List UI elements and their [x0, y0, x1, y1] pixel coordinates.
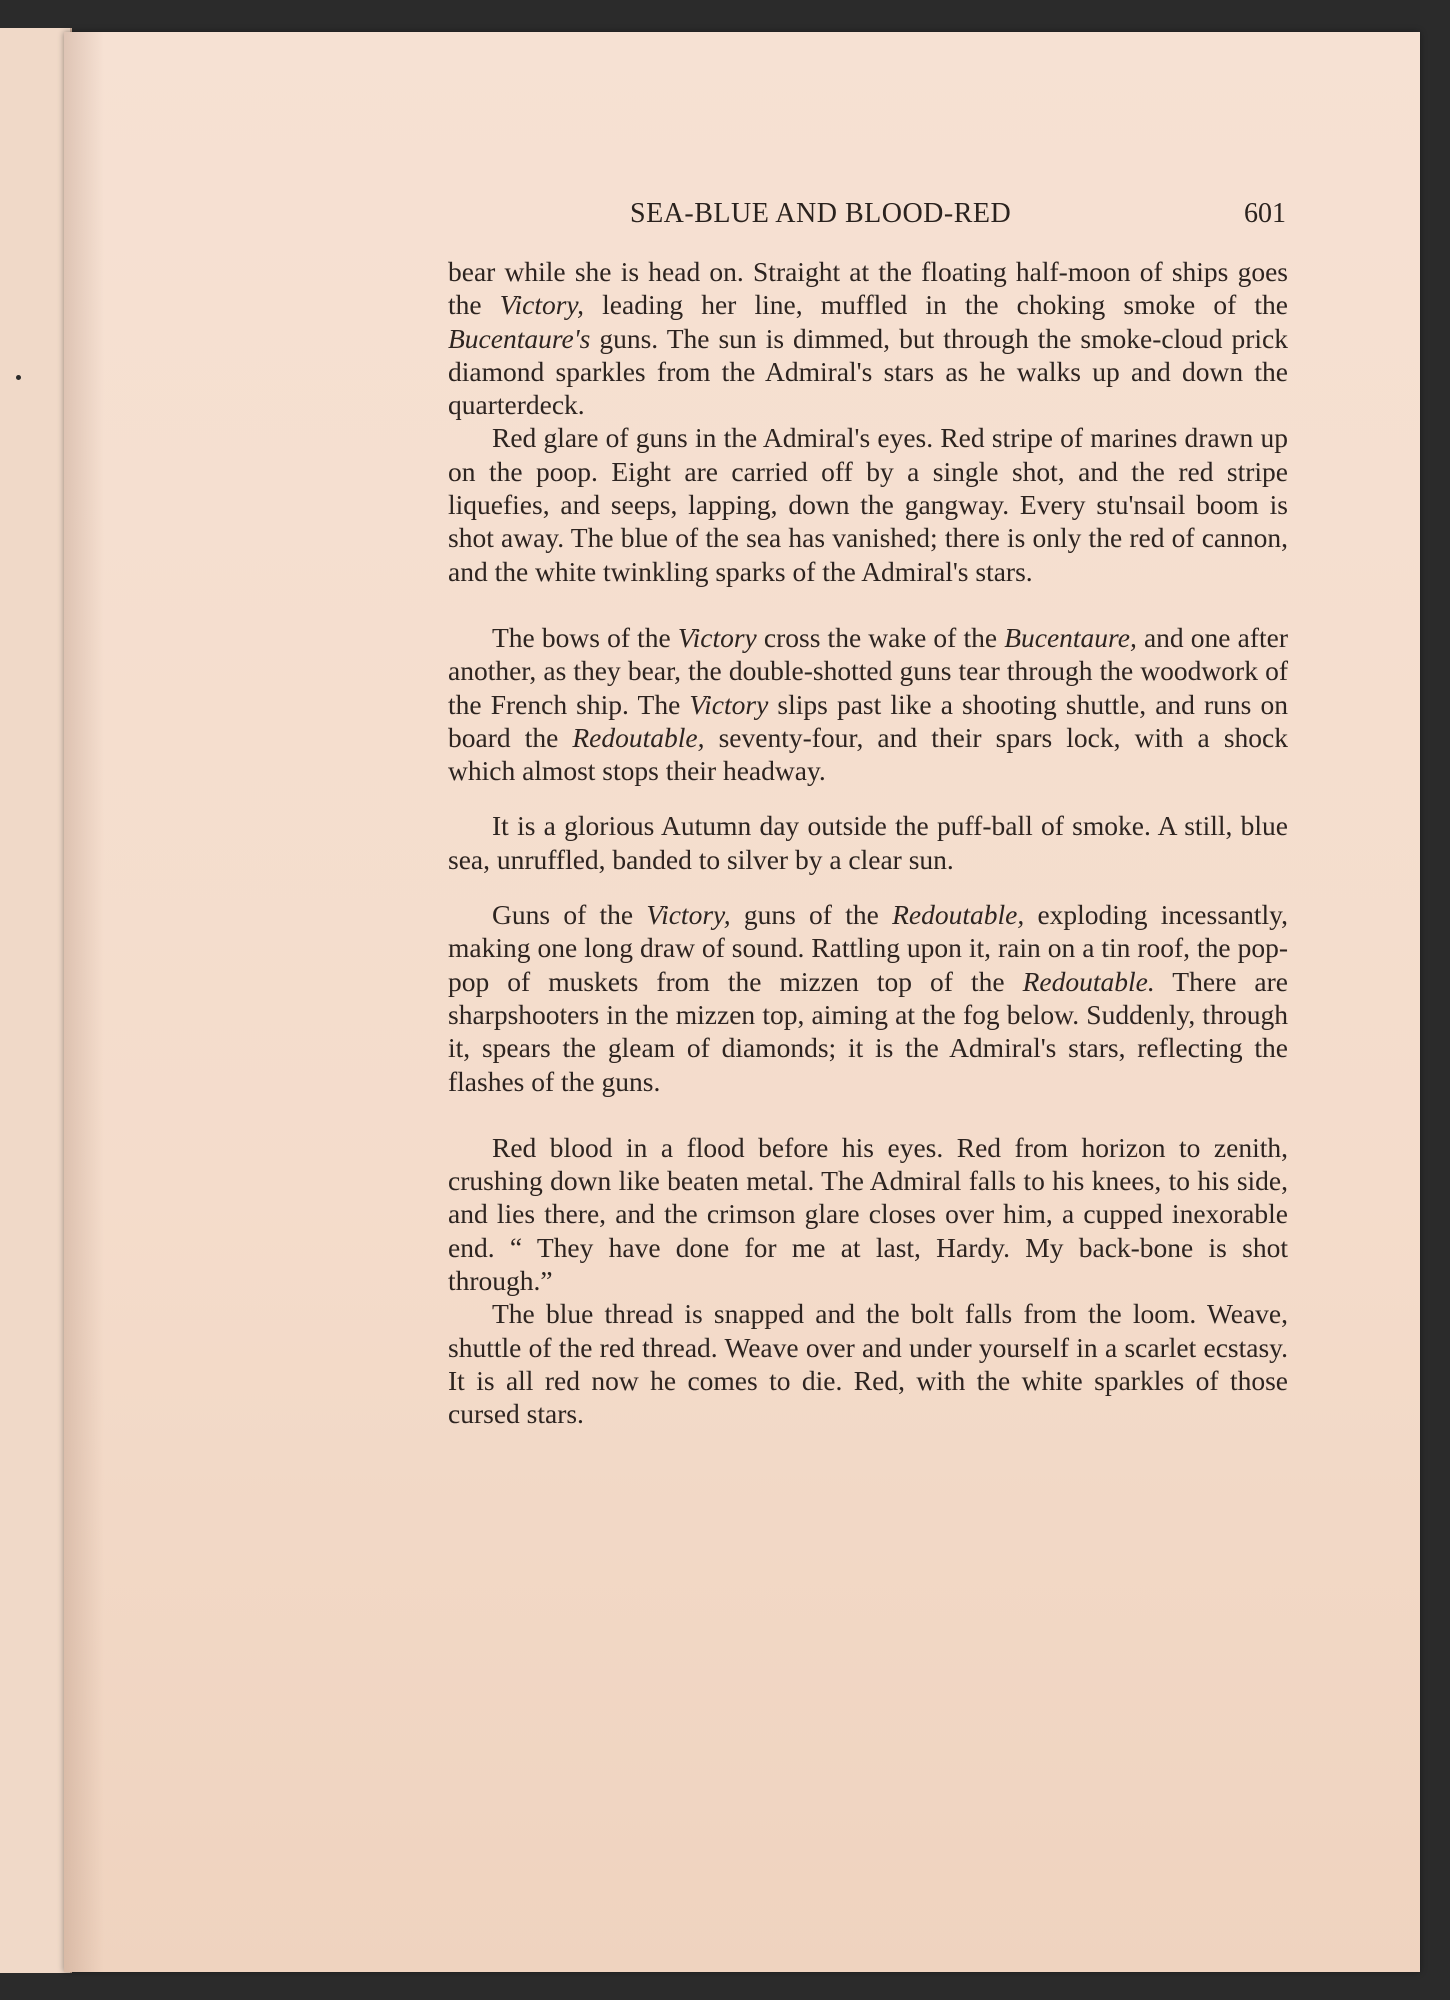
italic-text: Victory — [689, 688, 769, 720]
facing-page-edge — [0, 28, 72, 1973]
text-run: bear while she is head on. Straight at the floating half-moon of ships goes the — [448, 256, 1288, 321]
paragraph — [448, 1131, 1288, 1297]
text-run: cross the wake of the — [756, 621, 1005, 653]
text-run: Red glare of guns in the Admiral's eyes. Red stripe of marines drawn up on the poop. Eight are carried off by a single shot, and the red stripe liquefies, and seeps, lapping, down the gangway. Every stu'nsail boom is shot away. The blue of the sea has vanished; there is only the red of cannon, and the white twinkling sparks of the Admiral's stars. — [448, 422, 1288, 587]
text-run: There are sharpshooters in the mizzen top, aiming at the fog below. Suddenly, through it, spears the gleam of diamonds; it is the Admiral's stars, reflecting the flashes of the guns. — [448, 965, 1288, 1097]
paragraph — [448, 621, 1288, 787]
text-run: leading her line, muffled in the choking smoke of the — [584, 289, 1288, 321]
text-run: seventy-four, and their spars lock, with a shock which almost stops their headway. — [448, 721, 1288, 787]
paragraph — [448, 421, 1288, 587]
paragraph — [448, 1297, 1288, 1430]
italic-text: Redoutable, — [572, 721, 705, 753]
italic-text: Victory, — [646, 899, 731, 931]
page-header — [560, 198, 1286, 238]
italic-text: Redoutable. — [1022, 965, 1155, 997]
running-title: SEA-BLUE AND BLOOD-RED — [630, 198, 1012, 229]
body-text — [448, 255, 1288, 1431]
text-run: guns of the — [730, 899, 893, 931]
paragraph — [448, 898, 1288, 1098]
text-run: Red blood in a flood before his eyes. Red from horizon to zenith, crushing down like beaten metal. The Admiral falls to his knees, to his side, and lies there, and the crimson glare closes over him, a cupped inexorable end. “ They have done for me at last, Hardy. My back-bone is shot through.” — [448, 1131, 1288, 1297]
text-run: The bows of the — [492, 621, 678, 653]
text-run: slips past like a shooting shuttle, and runs on board the — [448, 688, 1288, 753]
text-run: and one after another, as they bear, the double-shotted guns tear through the woodwork of the French ship. The — [448, 621, 1289, 720]
page-number: 601 — [1244, 198, 1286, 229]
italic-text: Redoutable, — [892, 899, 1025, 931]
italic-text: Bucentaure's — [448, 322, 591, 354]
paragraph — [448, 255, 1288, 421]
text-run: It is a glorious Autumn day outside the puff-ball of smoke. A still, blue sea, unruffled, banded to silver by a clear sun. — [448, 810, 1288, 875]
italic-text: Victory, — [499, 289, 584, 321]
italic-text: Victory — [677, 621, 757, 653]
text-run: The blue thread is snapped and the bolt falls from the loom. Weave, shuttle of the red thread. Weave over and under yourself in a scarlet ecstasy. It is all red now he comes to die. Red, with the white sparkles of those cursed stars. — [448, 1298, 1288, 1430]
text-run: Guns of the — [492, 899, 647, 931]
page-gutter — [64, 32, 104, 1972]
paragraph — [448, 809, 1288, 876]
margin-mark — [16, 375, 21, 380]
italic-text: Bucentaure, — [1004, 621, 1137, 653]
text-run: exploding incessantly, making one long draw of sound. Rattling upon it, rain on a tin roof, the pop-pop of muskets from the mizzen top of the — [448, 899, 1288, 997]
text-run: guns. The sun is dimmed, but through the smoke-cloud prick diamond sparkles from the Admiral's stars as he walks up and down the quarterdeck. — [448, 322, 1288, 421]
